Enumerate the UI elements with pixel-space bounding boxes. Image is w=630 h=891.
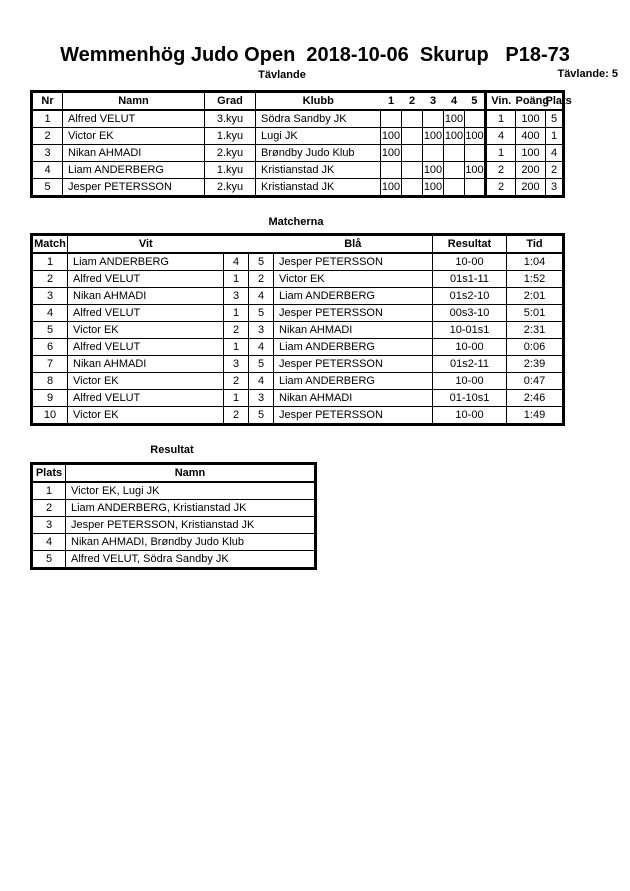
match-row bbox=[32, 253, 564, 271]
match-nr: 7 bbox=[32, 356, 68, 373]
col-header-grad: Grad bbox=[205, 92, 256, 111]
competitor-match-score-3: 100 bbox=[423, 128, 444, 145]
match-time: 1:04 bbox=[507, 253, 564, 271]
col-header-3: 3 bbox=[423, 92, 444, 111]
competitor-nr: 4 bbox=[32, 162, 63, 179]
competitor-match-score-4: 100 bbox=[444, 128, 465, 145]
match-row bbox=[32, 356, 564, 373]
match-result: 10-00 bbox=[433, 253, 507, 271]
col-header-namn: Namn bbox=[66, 464, 316, 483]
match-row bbox=[32, 407, 564, 425]
match-blue-nr: 4 bbox=[249, 339, 274, 356]
col-header-5: 5 bbox=[465, 92, 486, 111]
competitor-wins: 2 bbox=[486, 162, 516, 179]
competitor-place: 2 bbox=[546, 162, 564, 179]
match-blue-name: Victor EK bbox=[274, 271, 433, 288]
match-row bbox=[32, 390, 564, 407]
results-section-title: Resultat bbox=[150, 444, 194, 456]
competitor-row bbox=[32, 145, 564, 162]
match-row bbox=[32, 322, 564, 339]
match-time: 2:01 bbox=[507, 288, 564, 305]
results-header-row bbox=[32, 464, 316, 483]
match-white-nr: 1 bbox=[224, 305, 249, 322]
competitor-club: Brøndby Judo Klub bbox=[256, 145, 381, 162]
col-header-vin: Vin. bbox=[486, 92, 516, 111]
competitor-match-score-3: 100 bbox=[423, 162, 444, 179]
competitor-nr: 5 bbox=[32, 179, 63, 197]
match-white-nr: 3 bbox=[224, 356, 249, 373]
match-white-nr: 1 bbox=[224, 390, 249, 407]
result-place: 3 bbox=[32, 517, 66, 534]
result-row bbox=[32, 551, 316, 569]
col-header-poang: Poäng bbox=[516, 92, 546, 111]
page-title: Wemmenhög Judo Open 2018-10-06 Skurup P18-73 bbox=[60, 44, 570, 66]
matches-table bbox=[30, 233, 565, 426]
col-header-plats: Plats bbox=[546, 92, 564, 111]
competitor-club: Södra Sandby JK bbox=[256, 110, 381, 128]
match-blue-nr: 4 bbox=[249, 373, 274, 390]
col-header-plats: Plats bbox=[32, 464, 66, 483]
competitor-club: Lugi JK bbox=[256, 128, 381, 145]
match-result: 10-00 bbox=[433, 407, 507, 425]
match-nr: 2 bbox=[32, 271, 68, 288]
match-white-name: Victor EK bbox=[68, 322, 224, 339]
competitor-match-score-5 bbox=[465, 110, 486, 128]
col-header-resultat: Resultat bbox=[433, 235, 507, 254]
match-white-name: Victor EK bbox=[68, 373, 224, 390]
col-header-1: 1 bbox=[381, 92, 402, 111]
match-blue-name: Liam ANDERBERG bbox=[274, 339, 433, 356]
match-row bbox=[32, 288, 564, 305]
match-row bbox=[32, 339, 564, 356]
competitor-points: 400 bbox=[516, 128, 546, 145]
col-header-4: 4 bbox=[444, 92, 465, 111]
match-result: 01s1-11 bbox=[433, 271, 507, 288]
col-header-tid: Tid bbox=[507, 235, 564, 254]
competitor-match-score-1 bbox=[381, 110, 402, 128]
competitor-name: Jesper PETERSSON bbox=[63, 179, 205, 197]
competitor-wins: 1 bbox=[486, 145, 516, 162]
result-name: Jesper PETERSSON, Kristianstad JK bbox=[66, 517, 316, 534]
match-white-name: Alfred VELUT bbox=[68, 271, 224, 288]
matches-header-row bbox=[32, 235, 564, 254]
match-nr: 1 bbox=[32, 253, 68, 271]
competitor-match-score-5: 100 bbox=[465, 128, 486, 145]
match-blue-nr: 5 bbox=[249, 356, 274, 373]
match-white-name: Liam ANDERBERG bbox=[68, 253, 224, 271]
competitor-match-score-3 bbox=[423, 145, 444, 162]
match-blue-nr: 4 bbox=[249, 288, 274, 305]
competitor-name: Alfred VELUT bbox=[63, 110, 205, 128]
competitor-row bbox=[32, 162, 564, 179]
competitor-match-score-5: 100 bbox=[465, 162, 486, 179]
match-blue-nr: 5 bbox=[249, 305, 274, 322]
competitor-points: 200 bbox=[516, 162, 546, 179]
competitor-match-score-1: 100 bbox=[381, 145, 402, 162]
col-header-2: 2 bbox=[402, 92, 423, 111]
competitor-row bbox=[32, 128, 564, 145]
match-nr: 10 bbox=[32, 407, 68, 425]
competitor-row bbox=[32, 179, 564, 197]
result-place: 1 bbox=[32, 482, 66, 500]
competitor-match-score-1: 100 bbox=[381, 179, 402, 197]
match-nr: 6 bbox=[32, 339, 68, 356]
competitor-club: Kristianstad JK bbox=[256, 179, 381, 197]
match-blue-nr: 5 bbox=[249, 253, 274, 271]
competitor-match-score-4: 100 bbox=[444, 110, 465, 128]
match-blue-name: Jesper PETERSSON bbox=[274, 407, 433, 425]
competitors-section-title: Tävlande bbox=[258, 69, 306, 81]
match-result: 10-01s1 bbox=[433, 322, 507, 339]
competitor-match-score-1: 100 bbox=[381, 128, 402, 145]
competitors-count: Tävlande: 5 bbox=[557, 68, 618, 80]
match-time: 2:46 bbox=[507, 390, 564, 407]
match-blue-name: Jesper PETERSSON bbox=[274, 356, 433, 373]
match-result: 00s3-10 bbox=[433, 305, 507, 322]
match-white-nr: 1 bbox=[224, 271, 249, 288]
competitor-place: 1 bbox=[546, 128, 564, 145]
result-row bbox=[32, 500, 316, 517]
result-row bbox=[32, 482, 316, 500]
match-nr: 4 bbox=[32, 305, 68, 322]
match-time: 0:06 bbox=[507, 339, 564, 356]
competitor-name: Liam ANDERBERG bbox=[63, 162, 205, 179]
result-row bbox=[32, 517, 316, 534]
competitor-points: 100 bbox=[516, 110, 546, 128]
match-row bbox=[32, 373, 564, 390]
match-nr: 3 bbox=[32, 288, 68, 305]
competitor-match-score-4 bbox=[444, 145, 465, 162]
competitor-name: Nikan AHMADI bbox=[63, 145, 205, 162]
competitor-nr: 3 bbox=[32, 145, 63, 162]
match-result: 10-00 bbox=[433, 373, 507, 390]
match-blue-name: Liam ANDERBERG bbox=[274, 288, 433, 305]
competitor-match-score-2 bbox=[402, 179, 423, 197]
match-result: 01-10s1 bbox=[433, 390, 507, 407]
match-time: 1:49 bbox=[507, 407, 564, 425]
match-white-nr: 1 bbox=[224, 339, 249, 356]
competitor-match-score-2 bbox=[402, 128, 423, 145]
result-name: Victor EK, Lugi JK bbox=[66, 482, 316, 500]
match-row bbox=[32, 305, 564, 322]
match-time: 1:52 bbox=[507, 271, 564, 288]
competitor-match-score-2 bbox=[402, 145, 423, 162]
matches-section-title: Matcherna bbox=[268, 216, 324, 228]
match-result: 10-00 bbox=[433, 339, 507, 356]
match-nr: 9 bbox=[32, 390, 68, 407]
competitor-club: Kristianstad JK bbox=[256, 162, 381, 179]
match-result: 01s2-10 bbox=[433, 288, 507, 305]
match-blue-nr: 3 bbox=[249, 322, 274, 339]
match-result: 01s2-11 bbox=[433, 356, 507, 373]
match-white-name: Alfred VELUT bbox=[68, 305, 224, 322]
match-blue-name: Liam ANDERBERG bbox=[274, 373, 433, 390]
match-white-nr: 3 bbox=[224, 288, 249, 305]
competitor-match-score-3 bbox=[423, 110, 444, 128]
result-name: Alfred VELUT, Södra Sandby JK bbox=[66, 551, 316, 569]
col-header-klubb: Klubb bbox=[256, 92, 381, 111]
match-white-name: Alfred VELUT bbox=[68, 339, 224, 356]
result-name: Liam ANDERBERG, Kristianstad JK bbox=[66, 500, 316, 517]
match-blue-nr: 3 bbox=[249, 390, 274, 407]
match-time: 2:31 bbox=[507, 322, 564, 339]
match-white-nr: 2 bbox=[224, 373, 249, 390]
competitor-nr: 1 bbox=[32, 110, 63, 128]
col-header-white-nr bbox=[224, 235, 249, 254]
competitor-points: 200 bbox=[516, 179, 546, 197]
match-blue-name: Jesper PETERSSON bbox=[274, 305, 433, 322]
result-name: Nikan AHMADI, Brøndby Judo Klub bbox=[66, 534, 316, 551]
competitor-grade: 3.kyu bbox=[205, 110, 256, 128]
match-white-name: Nikan AHMADI bbox=[68, 288, 224, 305]
match-blue-name: Nikan AHMADI bbox=[274, 390, 433, 407]
match-blue-name: Nikan AHMADI bbox=[274, 322, 433, 339]
col-header-blue-nr bbox=[249, 235, 274, 254]
competitor-match-score-2 bbox=[402, 162, 423, 179]
match-white-nr: 4 bbox=[224, 253, 249, 271]
col-header-bla: Blå bbox=[274, 235, 433, 254]
match-time: 2:39 bbox=[507, 356, 564, 373]
competitor-match-score-1 bbox=[381, 162, 402, 179]
competitor-grade: 1.kyu bbox=[205, 128, 256, 145]
col-header-namn: Namn bbox=[63, 92, 205, 111]
competitor-place: 3 bbox=[546, 179, 564, 197]
match-white-nr: 2 bbox=[224, 407, 249, 425]
col-header-match: Match bbox=[32, 235, 68, 254]
match-nr: 8 bbox=[32, 373, 68, 390]
match-row bbox=[32, 271, 564, 288]
competitor-place: 4 bbox=[546, 145, 564, 162]
competitor-match-score-5 bbox=[465, 145, 486, 162]
result-place: 4 bbox=[32, 534, 66, 551]
results-table bbox=[30, 462, 317, 570]
competitors-table bbox=[30, 90, 572, 198]
result-place: 5 bbox=[32, 551, 66, 569]
competitor-name: Victor EK bbox=[63, 128, 205, 145]
match-white-name: Nikan AHMADI bbox=[68, 356, 224, 373]
competitor-match-score-5 bbox=[465, 179, 486, 197]
result-place: 2 bbox=[32, 500, 66, 517]
competitor-wins: 1 bbox=[486, 110, 516, 128]
col-header-vit: Vit bbox=[68, 235, 224, 254]
match-time: 0:47 bbox=[507, 373, 564, 390]
competitor-wins: 2 bbox=[486, 179, 516, 197]
competitor-points: 100 bbox=[516, 145, 546, 162]
match-blue-name: Jesper PETERSSON bbox=[274, 253, 433, 271]
match-white-name: Victor EK bbox=[68, 407, 224, 425]
competitors-header-row bbox=[32, 92, 572, 111]
match-blue-nr: 5 bbox=[249, 407, 274, 425]
match-white-nr: 2 bbox=[224, 322, 249, 339]
match-time: 5:01 bbox=[507, 305, 564, 322]
competitor-place: 5 bbox=[546, 110, 564, 128]
competitor-grade: 1.kyu bbox=[205, 162, 256, 179]
match-white-name: Alfred VELUT bbox=[68, 390, 224, 407]
competitor-grade: 2.kyu bbox=[205, 179, 256, 197]
competitor-match-score-2 bbox=[402, 110, 423, 128]
competitor-grade: 2.kyu bbox=[205, 145, 256, 162]
col-header-nr: Nr bbox=[32, 92, 63, 111]
match-blue-nr: 2 bbox=[249, 271, 274, 288]
match-nr: 5 bbox=[32, 322, 68, 339]
competitor-match-score-4 bbox=[444, 179, 465, 197]
competitor-nr: 2 bbox=[32, 128, 63, 145]
competitor-row bbox=[32, 110, 564, 128]
competitor-wins: 4 bbox=[486, 128, 516, 145]
result-row bbox=[32, 534, 316, 551]
competitor-match-score-4 bbox=[444, 162, 465, 179]
competitor-match-score-3: 100 bbox=[423, 179, 444, 197]
